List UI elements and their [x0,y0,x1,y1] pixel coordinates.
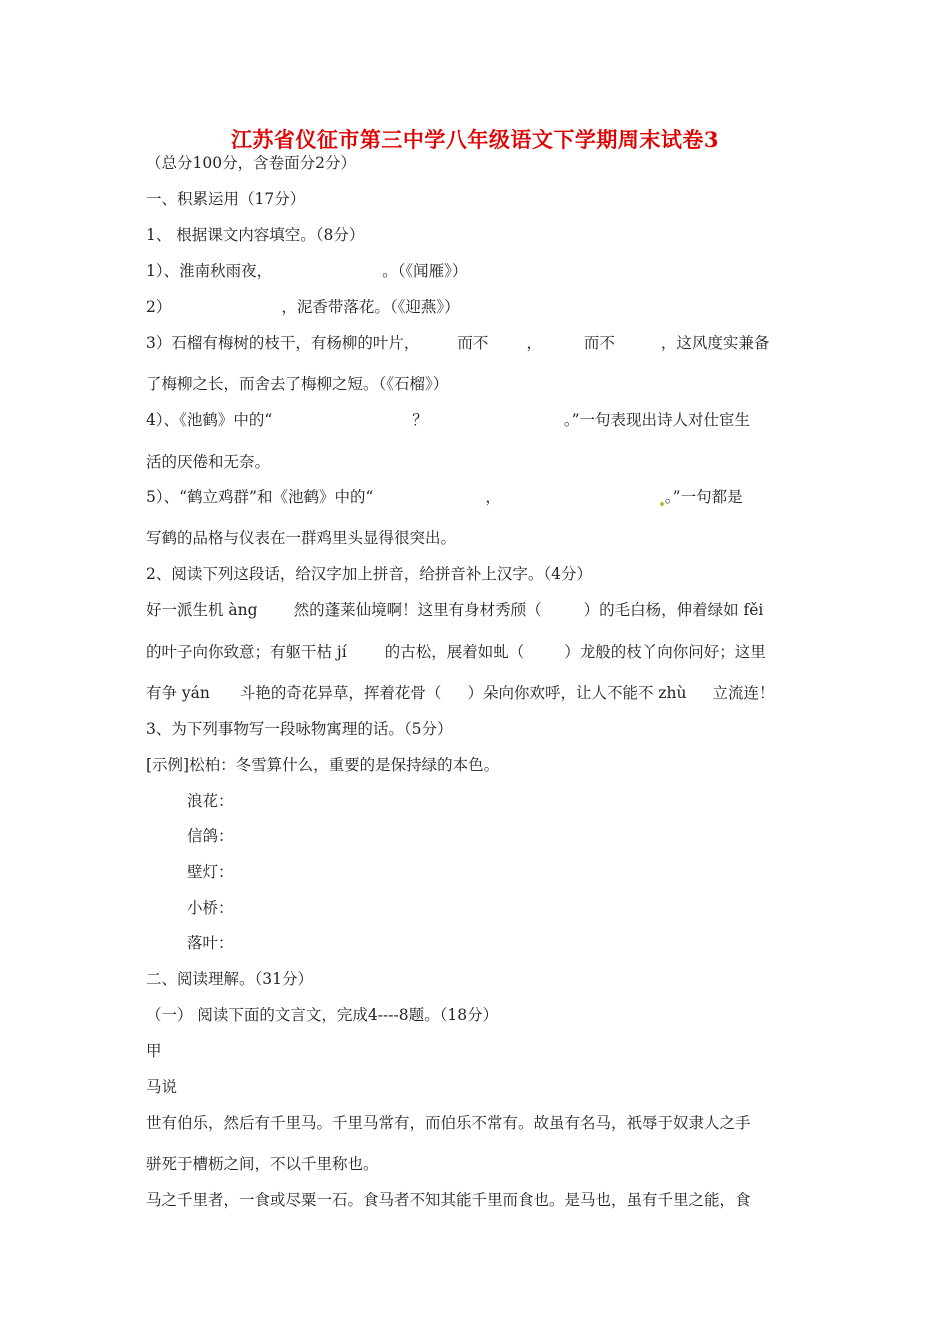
q3-item-xinge: 信鸽： [187,827,234,845]
q3-heading: 3、为下列事物写一段咏物寓理的话。（5分） [146,720,453,738]
q1-item5-cont: 写鹤的品格与仪表在一群鸡里头显得很突出。 [146,529,457,547]
q2-line3: 有争 yán 斗艳的奇花异草，挥着花骨（ ）朵向你欢呼，让人不能不 zhù 立流连！ [146,684,775,702]
q1-heading: 1、 根据课文内容填空。（8分） [146,226,365,244]
paragraph-1a: 世有伯乐，然后有千里马。千里马常有，而伯乐不常有。故虽有名马，祇辱于奴隶人之手 [146,1114,751,1132]
mark-dot [660,502,664,506]
q1-item3-cont: 了梅柳之长，而舍去了梅柳之短。（《石榴》） [146,375,449,393]
q1-item4-cont: 活的厌倦和无奈。 [146,453,271,471]
section2-heading: 二、阅读理解。（31分） [146,970,313,988]
paragraph-1b: 骈死于槽枥之间，不以千里称也。 [146,1155,379,1173]
section1-heading: 一、积累运用（17分） [146,190,306,208]
text-label-jia: 甲 [146,1042,162,1060]
q1-item2: 2） ，泥香带落花。（《迎燕》） [146,298,460,316]
q3-item-bideng: 壁灯： [187,863,234,881]
q3-item-lanhua: 浪花： [187,792,234,810]
q1-item1: 1）、淮南秋雨夜， 。（《闻雁》） [146,262,468,280]
q3-item-xiaoqiao: 小桥： [187,899,234,917]
q1-item5: 5）、“鹤立鸡群”和《池鹤》中的“ ， 。”一句都是 [146,488,743,506]
q3-example: [示例]松柏：冬雪算什么，重要的是保持绿的本色。 [146,756,500,774]
part1-instruction: （一） 阅读下面的文言文，完成4----8题。（18分） [146,1006,499,1024]
paragraph-2a: 马之千里者，一食或尽粟一石。食马者不知其能千里而食也。是马也，虽有千里之能，食 [146,1191,751,1209]
page-title: 江苏省仪征市第三中学八年级语文下学期周末试卷3 [230,127,720,152]
q2-line2: 的叶子向你致意；有躯干枯 jí 的古松，展着如虬（ ）龙般的枝丫向你问好；这里 [146,643,766,661]
score-note: （总分100分，含卷面分2分） [146,154,356,172]
text-title: 马说 [146,1078,178,1096]
q1-item4: 4）、《池鹤》中的“ ？ 。”一句表现出诗人对仕宦生 [146,411,750,429]
q1-item3: 3）石榴有梅树的枝干，有杨柳的叶片， 而不 ， 而不 ，这风度实兼备 [146,334,770,352]
q2-line1: 好一派生机 àng 然的蓬莱仙境啊！这里有身材秀颀（ ）的毛白杨，伸着绿如 fěi [146,601,764,619]
q2-heading: 2、阅读下列这段话，给汉字加上拼音，给拼音补上汉字。（4分） [146,565,592,583]
q3-item-luoye: 落叶： [187,934,234,952]
